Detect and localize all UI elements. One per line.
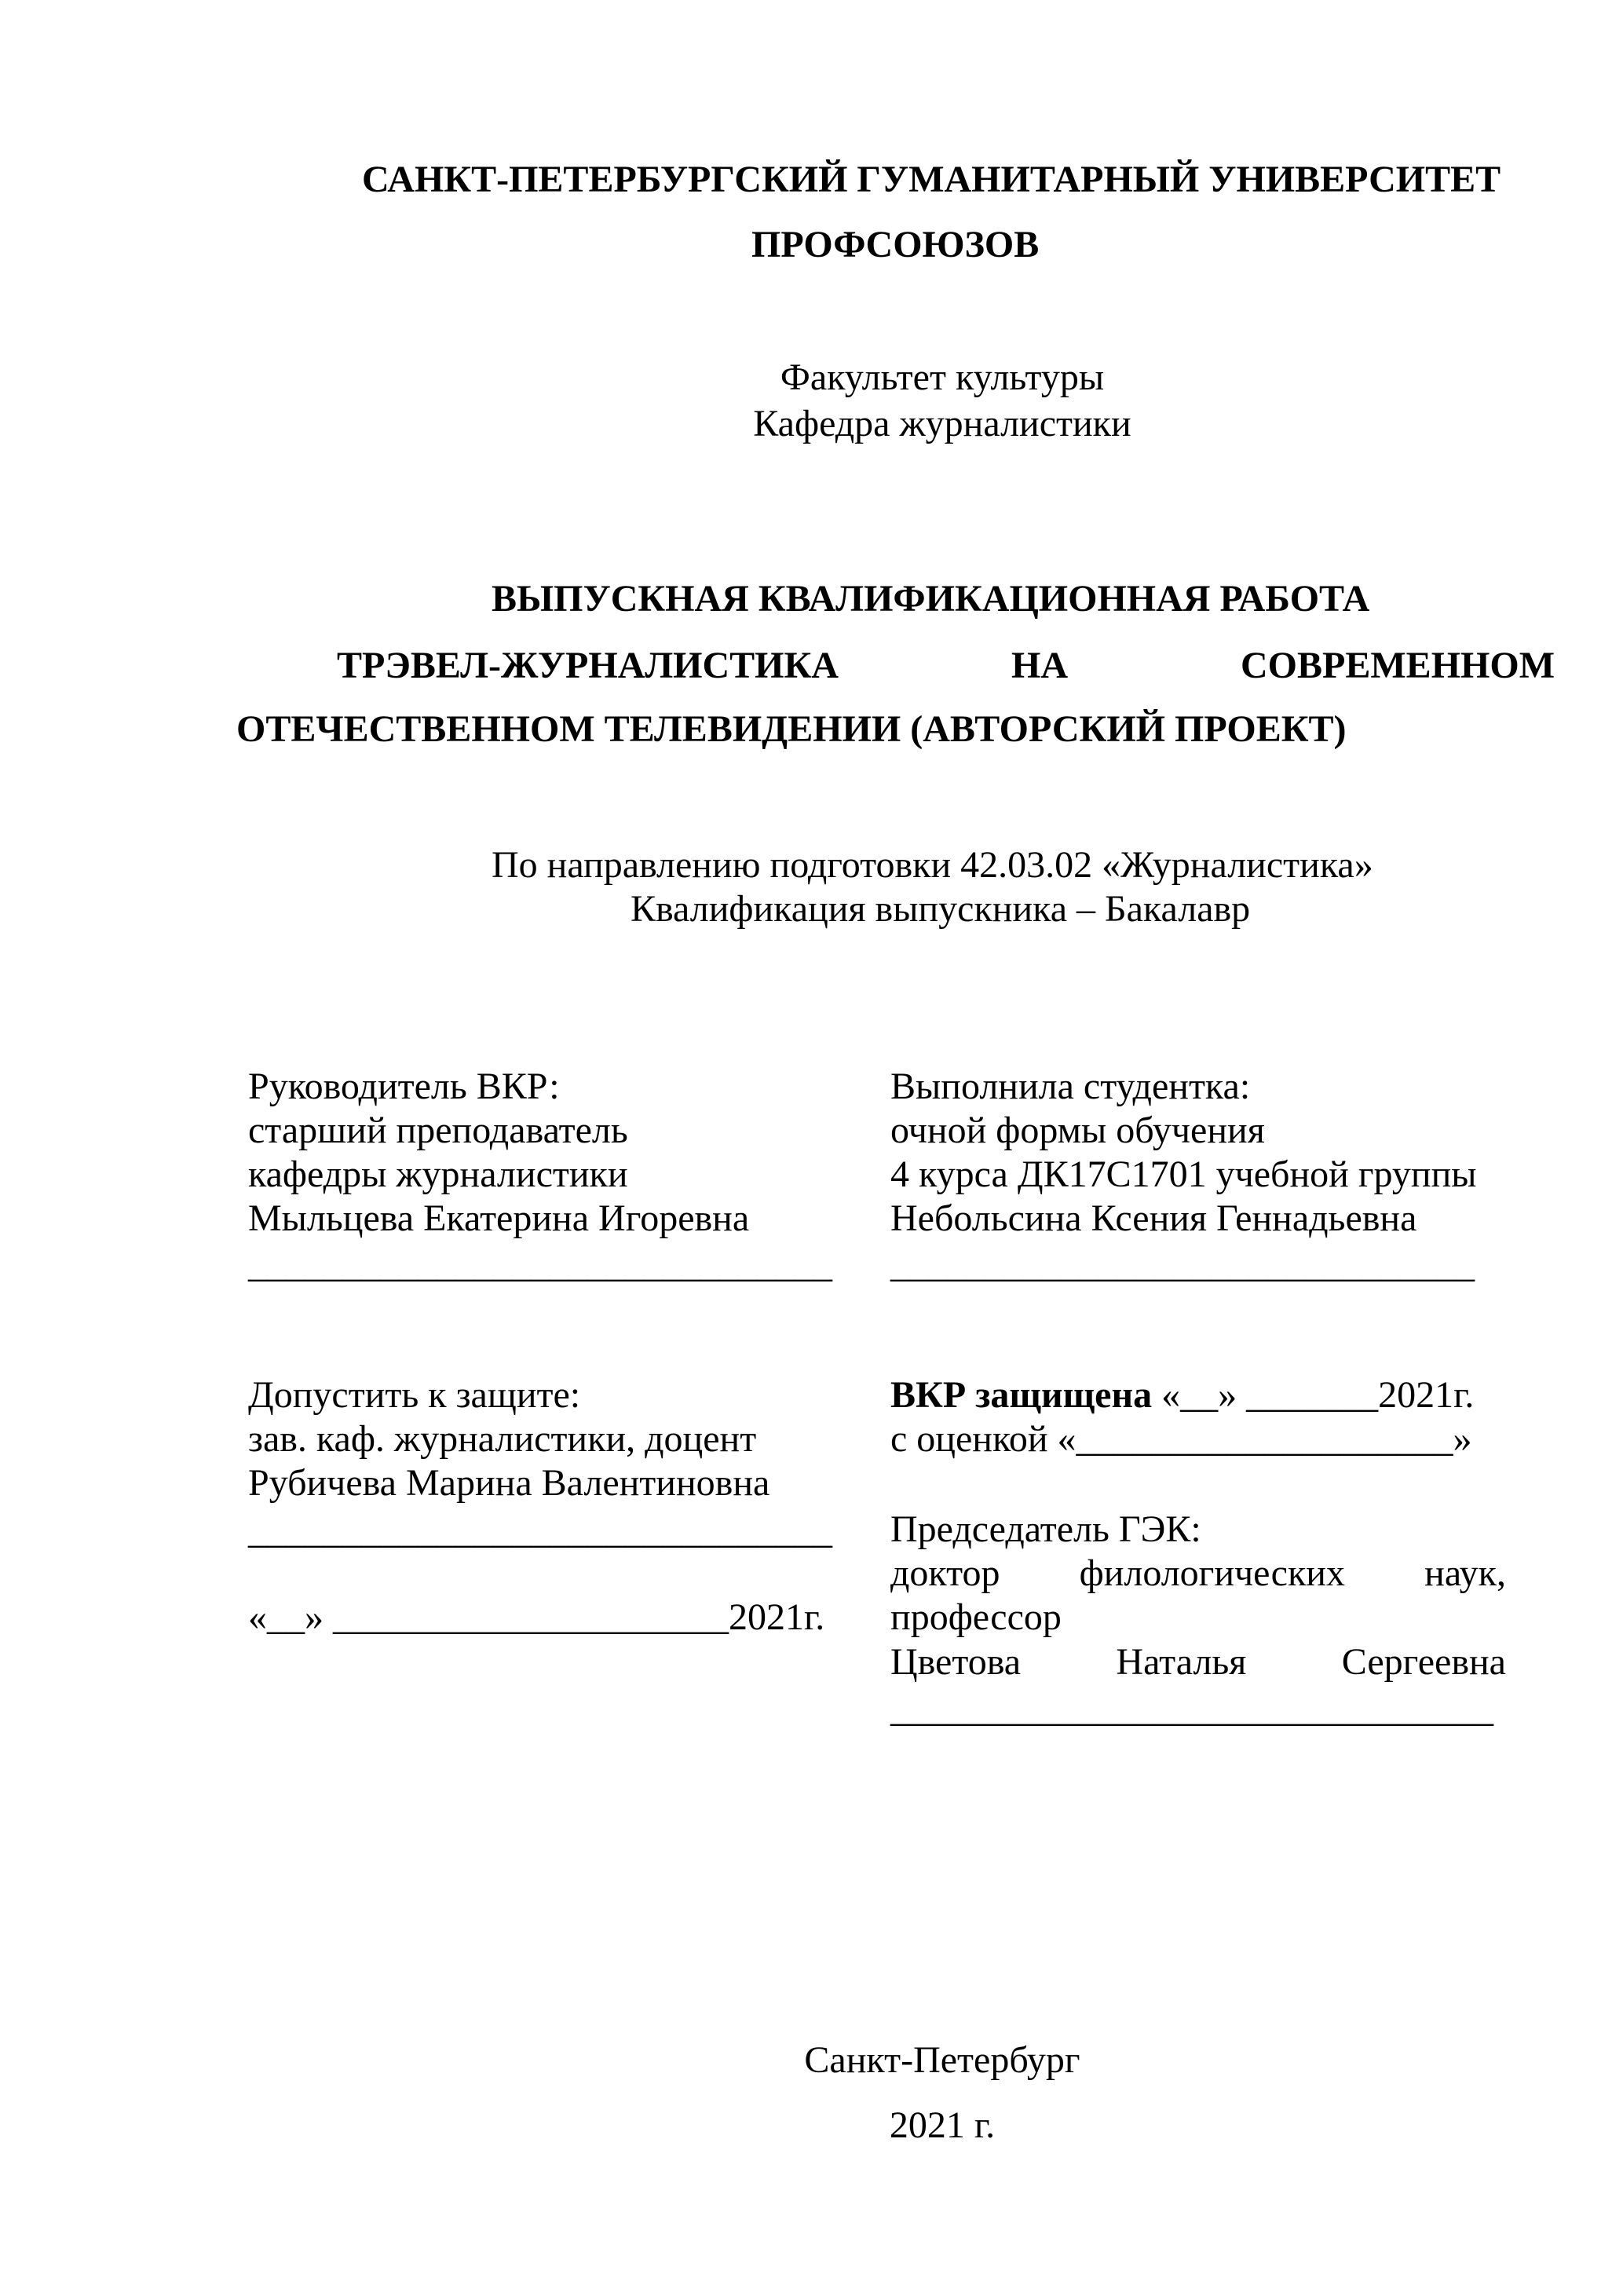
student-form: очной формы обучения	[890, 1110, 1265, 1151]
supervisor-position: старший преподаватель	[248, 1110, 628, 1151]
admission-name: Рубичева Марина Валентиновна	[248, 1462, 770, 1504]
chairman-title: профессор	[890, 1596, 1062, 1638]
defense-grade: с оценкой «____________________»	[890, 1418, 1472, 1460]
admission-label: Допустить к защите:	[248, 1374, 581, 1416]
student-group: 4 курса ДК17С1701 учебной группы	[890, 1153, 1477, 1195]
defense-date	[890, 1373, 1474, 1417]
city: Санкт-Петербург	[804, 2039, 1080, 2081]
student-label: Выполнила студентка:	[890, 1066, 1251, 1107]
work-type: ВЫПУСКНАЯ КВАЛИФИКАЦИОННАЯ РАБОТА	[492, 578, 1370, 620]
university-name-line1: САНКТ-ПЕТЕРБУРГСКИЙ ГУМАНИТАРНЫЙ УНИВЕРСИТЕТ	[362, 159, 1501, 200]
work-title-line1	[337, 644, 1555, 688]
department: Кафедра журналистики	[753, 403, 1131, 444]
title-word: НА	[1011, 645, 1068, 686]
supervisor-name: Мыльцева Екатерина Игоревна	[248, 1197, 750, 1239]
name-word: Сергеевна	[1341, 1641, 1506, 1683]
defense-date-blank: «__» _______2021г.	[1152, 1374, 1475, 1416]
university-name-line2: ПРОФСОЮЗОВ	[751, 224, 1040, 265]
degree-word: филологических	[1079, 1552, 1345, 1594]
name-word: Наталья	[1116, 1641, 1247, 1683]
title-word: ТРЭВЕЛ-ЖУРНАЛИСТИКА	[337, 645, 839, 686]
work-title-line2: ОТЕЧЕСТВЕННОМ ТЕЛЕВИДЕНИИ (АВТОРСКИЙ ПРОЕКТ)	[236, 708, 1347, 750]
name-word: Цветова	[890, 1641, 1022, 1683]
year: 2021 г.	[889, 2104, 996, 2146]
admission-position: зав. каф. журналистики, доцент	[248, 1418, 757, 1460]
chairman-label: Председатель ГЭК:	[890, 1508, 1201, 1550]
chairman-degree	[890, 1552, 1506, 1596]
title-word: СОВРЕМЕННОМ	[1241, 645, 1555, 686]
degree-word: наук,	[1424, 1552, 1506, 1594]
supervisor-signature-line: _______________________________	[248, 1244, 832, 1285]
direction: По направлению подготовки 42.03.02 «Журналистика»	[492, 844, 1373, 886]
student-name: Небольсина Ксения Геннадьевна	[890, 1197, 1417, 1239]
qualification: Квалификация выпускника – Бакалавр	[631, 888, 1251, 930]
defense-label: ВКР защищена	[890, 1374, 1153, 1416]
degree-word: доктор	[890, 1552, 1000, 1594]
supervisor-department: кафедры журналистики	[248, 1153, 628, 1195]
faculty: Факультет культуры	[780, 356, 1105, 398]
chairman-name	[890, 1640, 1506, 1684]
admission-date-line: «__» _____________________2021г.	[248, 1596, 825, 1638]
admission-signature-line: _______________________________	[248, 1510, 832, 1552]
chairman-signature-line: ________________________________	[890, 1688, 1493, 1730]
student-signature-line: _______________________________	[890, 1244, 1475, 1285]
supervisor-label: Руководитель ВКР:	[248, 1066, 560, 1107]
